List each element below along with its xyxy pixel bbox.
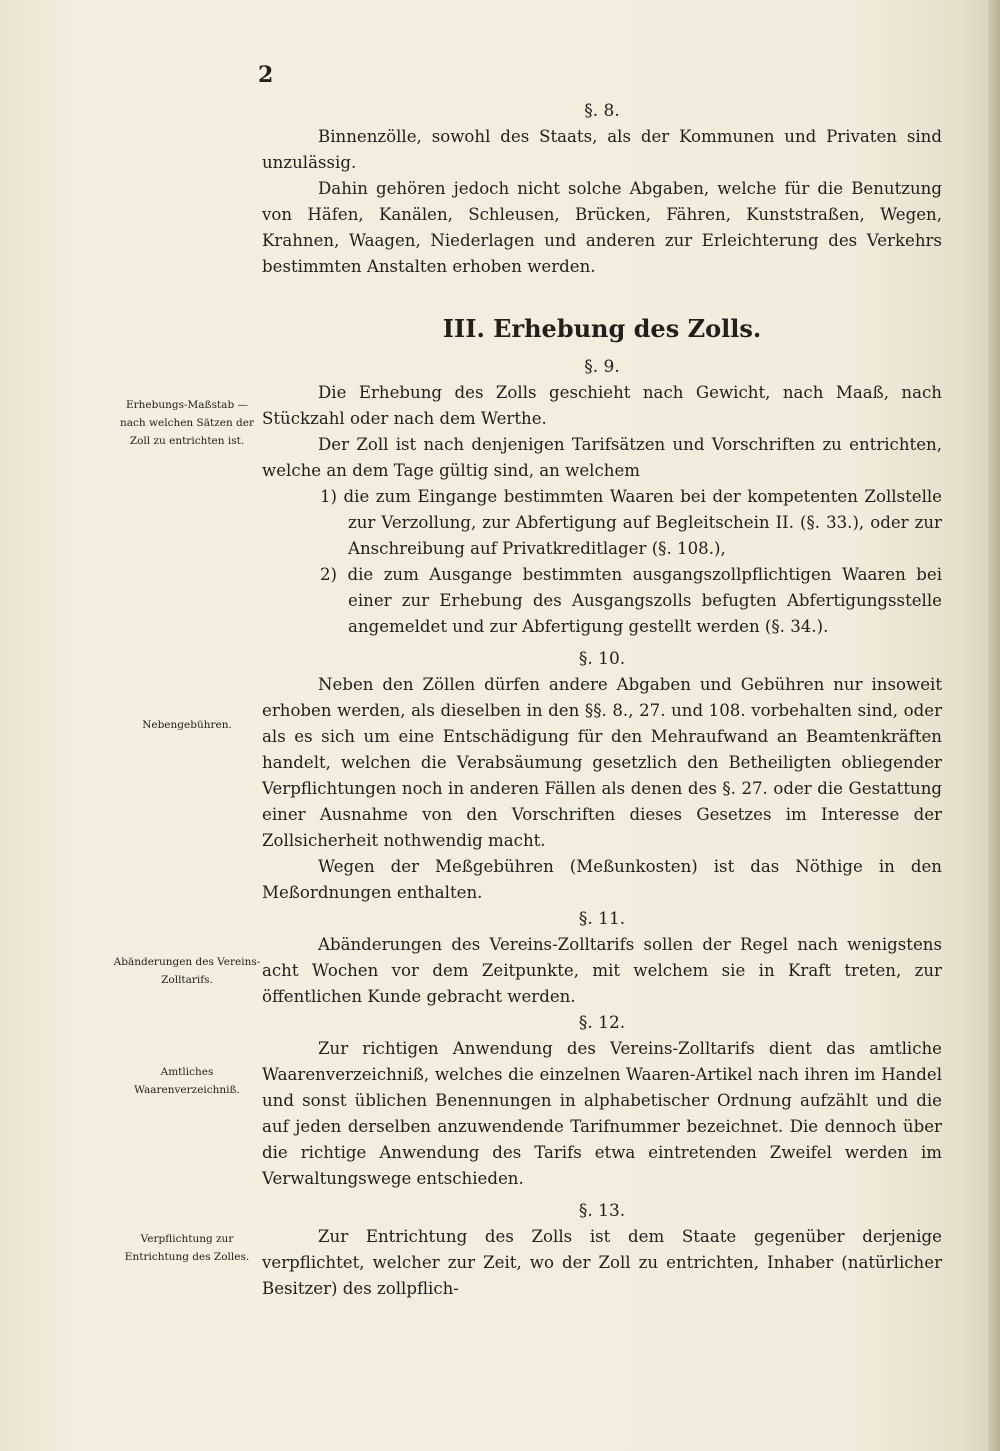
margin-note-payment-obligation: Verpflichtung zur Entrichtung des Zolles. <box>124 1233 250 1263</box>
chapter-heading: III. Erhebung des Zolls. <box>442 314 762 343</box>
section-9-heading: §. 9. <box>584 357 620 377</box>
section-8-paragraph-1: Binnenzölle, sowohl des Staats, als der Kommunen und Privaten sind unzulässig. <box>262 127 942 172</box>
section-10-paragraph-2: Wegen der Meßgebühren (Meßunkosten) ist das Nöthige in den Meßordnungen enthalten. <box>262 857 942 902</box>
section-10-heading: §. 10. <box>578 649 626 669</box>
section-13-paragraph: Zur Entrichtung des Zolls ist dem Staate gegenüber derjenige verpflichtet, welcher zur Zeit, wo der Zoll zu entrichten, Inhaber (natürlicher Besitzer) des zollpflich- <box>262 1227 942 1298</box>
page-edge <box>988 0 1000 1451</box>
margin-note-goods-directory: Amtliches Waarenverzeichniß. <box>134 1066 240 1096</box>
page-number: 2 <box>258 62 274 88</box>
section-8-paragraph-2: Dahin gehören jedoch nicht solche Abgaben, welche für die Benutzung von Häfen, Kanälen, Schleusen, Brücken, Fähren, Kunststraßen, Wegen, Krahnen, Waagen, Niederlagen und anderen zur Erleichterung des Verkehrs bestimmten Anstalten erhoben werden. <box>262 179 942 276</box>
section-11-paragraph: Abänderungen des Vereins-Zolltarifs sollen der Regel nach wenigstens acht Wochen vor dem Zeitpunkte, mit welchem sie in Kraft treten, zur öffentlichen Kunde gebracht werden. <box>262 935 942 1006</box>
section-9-paragraph-2: Der Zoll ist nach denjenigen Tarifsätzen und Vorschriften zu entrichten, welche an dem Tage gültig sind, an welchem <box>262 435 942 480</box>
section-13-heading: §. 13. <box>578 1201 626 1221</box>
section-9-item-1: 1) die zum Eingange bestimmten Waaren bei der kompetenten Zollstelle zur Verzollung, zur Abfertigung auf Begleitschein II. (§. 33.), oder zur Anschreibung auf Privatkreditlager (§. 108.), <box>320 487 942 558</box>
margin-note-ancillary-fees: Nebengebühren. <box>142 719 232 731</box>
section-11-heading: §. 11. <box>578 909 626 929</box>
main-text <box>262 98 942 1302</box>
margin-note-tariff-changes: Abänderungen des Vereins-Zolltarifs. <box>113 956 261 986</box>
margin-note-collection-basis: Erhebungs-Maßstab — nach welchen Sätzen der Zoll zu entrichten ist. <box>120 399 254 447</box>
section-8-heading: §. 8. <box>584 101 620 121</box>
section-9-item-2: 2) die zum Ausgange bestimmten ausgangszollpflichtigen Waaren bei einer zur Erhebung des Ausgangszolls befugten Abfertigungsstelle angemeldet und zur Abfertigung gestellt werden (§. 34.). <box>320 565 942 636</box>
section-10-paragraph-1: Neben den Zöllen dürfen andere Abgaben und Gebühren nur insoweit erhoben werden, als dieselben in den §§. 8., 27. und 108. vorbehalten sind, oder als es sich um eine Entschädigung für den Mehraufwand an Beamtenkräften handelt, welchen die Verabsäumung gesetzlich den Betheiligten obliegender Verpflichtungen noch in anderen Fällen als denen des §. 27. oder die Gestattung einer Ausnahme von den Vorschriften dieses Gesetzes im Interesse der Zollsicherheit nothwendig macht. <box>262 675 942 850</box>
section-12-paragraph: Zur richtigen Anwendung des Vereins-Zolltarifs dient das amtliche Waarenverzeichniß, welches die einzelnen Waaren-Artikel nach ihren im Handel und sonst üblichen Benennungen in alphabetischer Ordnung aufzählt und die auf jeden derselben anzuwendende Tarifnummer bezeichnet. Die dennoch über die richtige Anwendung des Tarifs etwa eintretenden Zweifel werden im Verwaltungswege entschieden. <box>262 1039 942 1188</box>
section-9-paragraph-1: Die Erhebung des Zolls geschieht nach Gewicht, nach Maaß, nach Stückzahl oder nach dem Werthe. <box>262 383 942 428</box>
section-12-heading: §. 12. <box>578 1013 626 1033</box>
